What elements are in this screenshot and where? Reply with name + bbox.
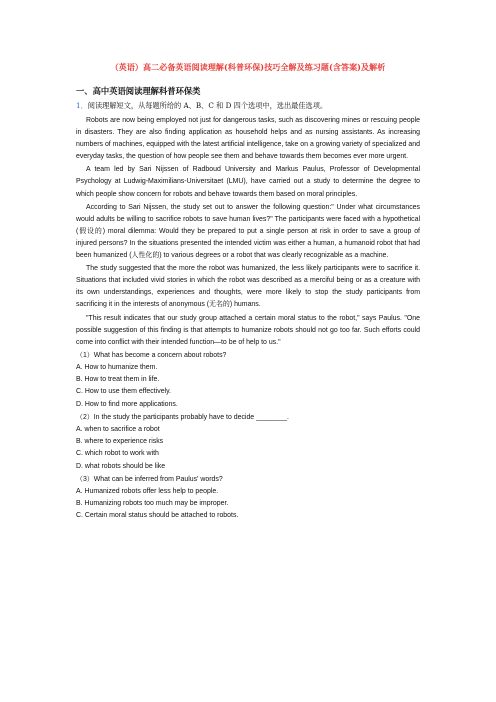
question-3 — [76, 474, 420, 523]
passage-paragraph-1: Robots are now being employed not just for dangerous tasks, such as discovering mines or rescuing people in disasters. They are also finding application as household helps and as nursing assistants. As increasing numbers of machines, equipped with the latest artificial intelligence, take on a growing variety of specialized and everyday tasks, the question of how people see them and behave towards them becomes ever more urgent. — [76, 117, 420, 161]
document-title: （英语）高二必备英语阅读理解(科普环保)技巧全解及练习题(含答案)及解析 — [110, 62, 386, 72]
instruction-text: 阅读理解短文，从每题所给的 A、B、C 和 D 四个选项中，选出最佳选项。 — [87, 101, 328, 110]
answer-option: C. How to use them effectively. — [76, 388, 171, 396]
answer-option: B. where to experience risks — [76, 438, 164, 446]
section-heading: 一、高中英语阅读理解科普环保类 — [76, 86, 201, 96]
instruction-number: 1． — [76, 101, 88, 110]
question-stem: （3）What can be inferred from Paulus' words? — [76, 475, 223, 483]
answer-option: A. when to sacrifice a robot — [76, 426, 160, 433]
passage-paragraph-2: A team led by Sari Nijssen of Radboud University and Markus Paulus, Professor of Developmental Psychology at Ludwig-Maximilians-Universitaet (LMU), have carried out a study to determine the degree to which people show concern for robots and behave towards them based on moral principles. — [76, 166, 420, 198]
answer-option: B. Humanizing robots too much may be improper. — [76, 500, 229, 508]
passage-paragraph-4: The study suggested that the more the robot was humanized, the less likely participants were to sacrifice it. Situations that included vivid stories in which the robot was described as a merciful being or as a creature with its own understandings, experiences and thoughts, were more likely to stop the study participants from sacrificing it in the interests of anonymous (无名的) humans. — [76, 265, 420, 309]
question-stem: （1）What has become a concern about robots? — [76, 351, 227, 359]
question-2 — [76, 412, 420, 473]
instruction — [76, 101, 420, 111]
answer-option: A. Humanized robots offer less help to people. — [76, 488, 219, 496]
answer-option: C. Certain moral status should be attached to robots. — [76, 512, 239, 520]
question-stem: （2）In the study the participants probably have to decide ________. — [76, 413, 289, 421]
question-1 — [76, 350, 420, 411]
answer-option: D. what robots should be like — [76, 462, 166, 470]
answer-option: D. How to find more applications. — [76, 400, 178, 408]
answer-option: B. How to treat them in life. — [76, 376, 160, 384]
answer-option: A. How to humanize them. — [76, 363, 158, 371]
answer-option: C. which robot to work with — [76, 450, 159, 458]
passage-paragraph-5: "This result indicates that our study group attached a certain moral status to the robot," says Paulus. "One possible suggestion of this finding is that attempts to humanize robots should not go too far. Such efforts could come into conflict with their intended function—to be of help to us." — [76, 314, 420, 346]
passage-paragraph-3: According to Sari Nijssen, the study set out to answer the following question:" Under what circumstances would adults be willing to sacrifice robots to save human lives?" The participants were faced with a hypothetical (假设的) moral dilemma: Would they be prepared to put a single person at risk in order to save a group of injured persons? In the situations presented the intended victim was either a human, a humanoid robot that had been humanized (人性化的) to various degrees or a robot that was clearly recognizable as a machine. — [76, 203, 420, 260]
